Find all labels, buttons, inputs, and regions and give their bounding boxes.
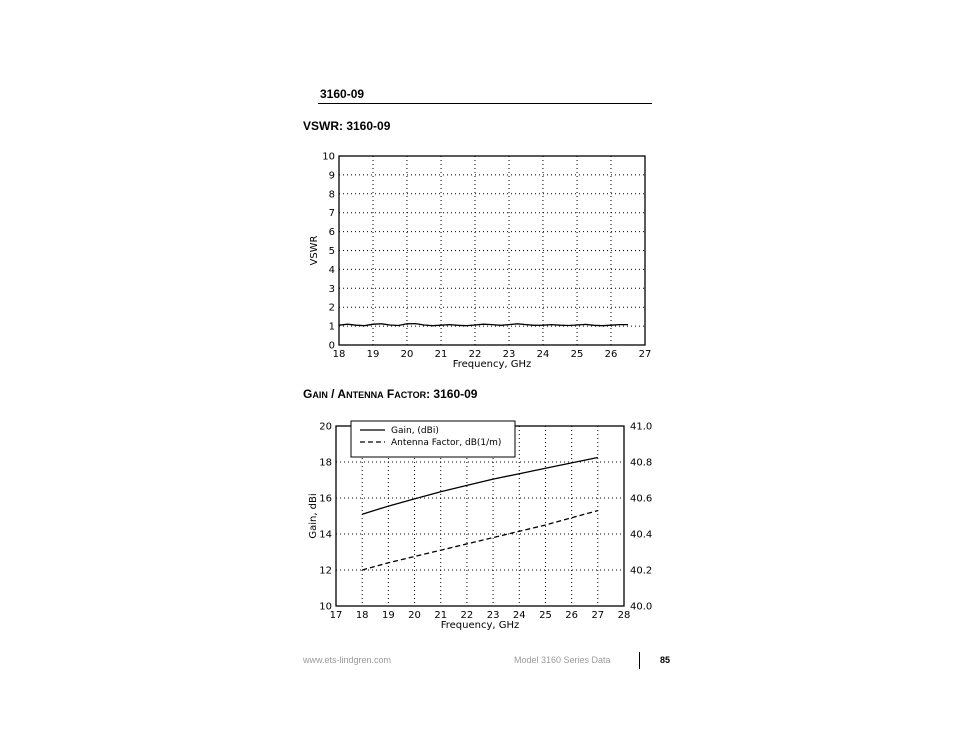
y-tick-label: 16 (319, 493, 332, 505)
footer-page-number: 85 (660, 655, 671, 665)
x-tick-label: 26 (604, 349, 618, 360)
x-tick-label: 19 (366, 349, 380, 360)
y-tick-label: 1 (328, 321, 335, 333)
x-tick-label: 22 (460, 610, 474, 621)
x-axis-label: Frequency, GHz (452, 359, 532, 370)
x-tick-label: 17 (329, 610, 343, 621)
y-tick-label: 20 (319, 421, 332, 433)
gain-title-suffix: : 3160-09 (426, 387, 478, 401)
y-axis-label: Gain, dBi (308, 493, 319, 539)
x-tick-label: 24 (512, 610, 526, 621)
y-tick-label: 12 (319, 565, 332, 577)
legend-entry: Gain, (dBi) (391, 426, 439, 436)
gain-title-w2-rest: NTENNA (346, 390, 384, 400)
x-tick-label: 20 (408, 610, 421, 621)
x-tick-label: 23 (486, 610, 500, 621)
x-tick-label: 24 (536, 349, 550, 360)
y-tick-label: 10 (319, 601, 332, 613)
y2-tick-label: 40.6 (630, 493, 653, 505)
x-tick-label: 18 (332, 349, 346, 360)
x-tick-label: 21 (434, 349, 448, 360)
footer-url: www.ets-lindgren.com (303, 655, 392, 665)
gain-title-sep: / (327, 387, 338, 401)
y-tick-label: 14 (319, 529, 332, 541)
x-tick-label: 27 (591, 610, 605, 621)
x-tick-label: 26 (565, 610, 579, 621)
y-tick-label: 5 (328, 246, 335, 257)
x-tick-label: 18 (355, 610, 369, 621)
x-tick-label: 25 (570, 349, 584, 360)
y-tick-label: 10 (322, 151, 335, 163)
x-tick-label: 23 (502, 349, 516, 360)
x-axis-label: Frequency, GHz (440, 620, 520, 631)
y-tick-label: 18 (319, 457, 332, 469)
y2-tick-label: 40.4 (630, 529, 653, 541)
x-tick-label: 25 (539, 610, 552, 621)
y-tick-label: 6 (328, 227, 335, 239)
y-tick-label: 8 (328, 189, 335, 201)
legend-entry: Antenna Factor, dB(1/m) (391, 438, 502, 448)
y2-tick-label: 40.2 (630, 565, 653, 577)
y2-tick-label: 41.0 (630, 421, 653, 433)
x-tick-label: 21 (434, 610, 448, 621)
x-tick-label: 20 (400, 349, 414, 360)
footer-document-name: Model 3160 Series Data (514, 655, 611, 665)
gain-title-w3-first: F (383, 387, 395, 401)
x-tick-label: 27 (638, 349, 652, 360)
y-tick-label: 7 (328, 208, 335, 220)
gain-title-w3-rest: ACTOR (394, 390, 427, 400)
gain-title-w1-first: G (303, 387, 313, 401)
gain-title-w2-first: A (337, 387, 347, 401)
series-line-antenna-factor (362, 511, 598, 570)
y-tick-label: 4 (328, 264, 335, 276)
footer-divider (639, 652, 640, 669)
document-model-title: 3160-09 (320, 87, 365, 101)
y-tick-label: 0 (328, 340, 335, 352)
y-tick-label: 2 (328, 302, 335, 314)
y-tick-label: 3 (328, 283, 335, 295)
y2-tick-label: 40.0 (630, 601, 653, 613)
y2-tick-label: 40.8 (630, 457, 653, 469)
x-tick-label: 22 (468, 349, 482, 360)
x-tick-label: 28 (617, 610, 631, 621)
vswr-section-title: VSWR: 3160-09 (303, 119, 391, 133)
x-tick-label: 19 (381, 610, 395, 621)
series-line-gain (362, 458, 598, 515)
y-tick-label: 9 (328, 170, 335, 182)
y-axis-label: VSWR (309, 235, 320, 266)
gain-title-w1-rest: AIN (312, 390, 328, 400)
